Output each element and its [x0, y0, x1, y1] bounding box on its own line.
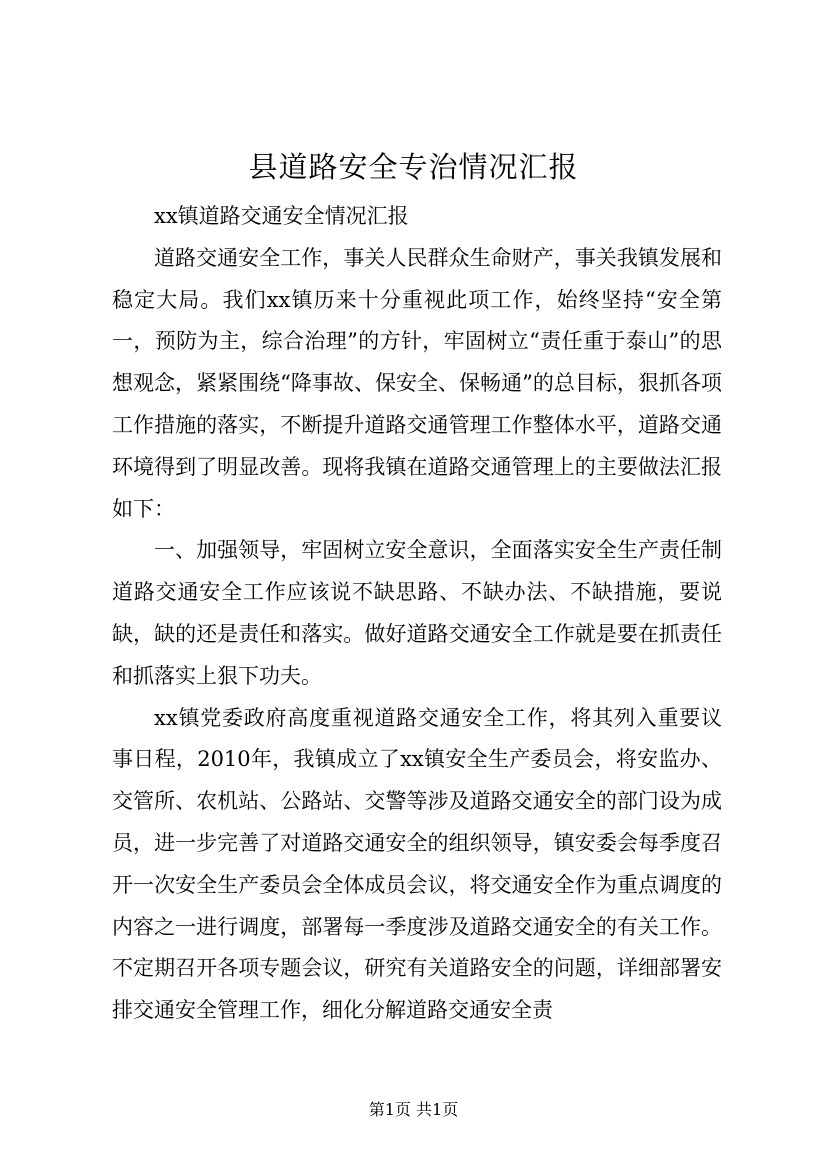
- document-body: [112, 196, 722, 1032]
- page-number-footer: 第1页 共1页: [368, 1100, 459, 1119]
- paragraph-subtitle: xx镇道路交通安全情况汇报: [154, 204, 409, 228]
- paragraph-intro: 道路交通安全工作，事关人民群众生命财产，事关我镇发展和稳定大局。我们xx镇历来十分重视此项工作，始终坚持“安全第一，预防为主，综合治理”的方针，牢固树立“责任重于泰山”的思想观念，紧紧围绕“降事故、保安全、保畅通”的总目标，狠抓各项工作措施的落实，不断提升道路交通管理工作整体水平，道路交通环境得到了明显改善。现将我镇在道路交通管理上的主要做法汇报如下：: [112, 245, 722, 521]
- paragraph-leadership: xx镇党委政府高度重视道路交通安全工作，将其列入重要议事日程，2010年，我镇成立了xx镇安全生产委员会，将安监办、交管所、农机站、公路站、交警等涉及道路交通安全的部门设为成员，进一步完善了对道路交通安全的组织领导，镇安委会每季度召开一次安全生产委员会全体成员会议，将交通安全作为重点调度的内容之一进行调度，部署每一季度涉及道路交通安全的有关工作。不定期召开各项专题会议，研究有关道路安全的问题，详细部署安排交通安全管理工作，细化分解道路交通安全责: [112, 705, 722, 1023]
- document-title: 县道路安全专治情况汇报: [248, 150, 579, 184]
- paragraph-section-one: 一、加强领导，牢固树立安全意识，全面落实安全生产责任制道路交通安全工作应该说不缺思路、不缺办法、不缺措施，要说缺，缺的还是责任和落实。做好道路交通安全工作就是要在抓责任和抓落实上狠下功夫。: [112, 538, 722, 688]
